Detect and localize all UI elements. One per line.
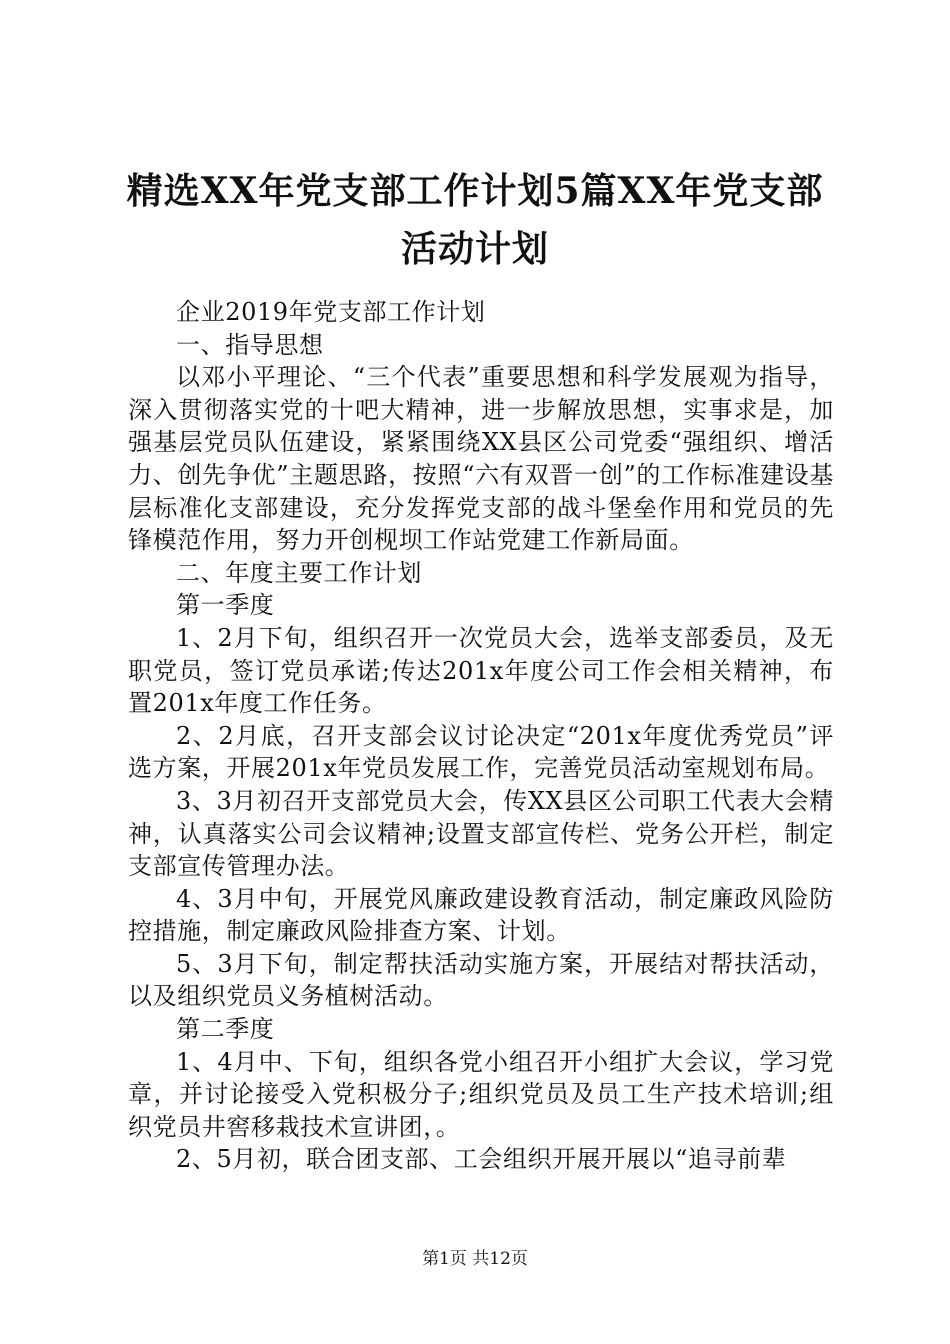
paragraph: 以邓小平理论、“三个代表”重要思想和科学发展观为指导，深入贯彻落实党的十吧大精神，进一步解放思想，实事求是，加强基层党员队伍建设，紧紧围绕XX县区公司党委“强组织、增活力、创先争优”主题思路，按照“六有双晋一创”的工作标准建设基层标准化支部建设，充分发挥党支部的战斗堡垒作用和党员的先锋模范作用，努力开创枧坝工作站党建工作新局面。	[128, 363, 834, 555]
document-body	[128, 296, 834, 1176]
paragraph: 4、3月中旬，开展党风廉政建设教育活动，制定廉政风险防控措施，制定廉政风险排查方案、计划。	[128, 884, 834, 946]
paragraph: 企业2019年党支部工作计划	[176, 298, 486, 326]
paragraph: 第一季度	[176, 591, 275, 620]
paragraph: 1、2月下旬，组织召开一次党员大会，选举支部委员，及无职党员，签订党员承诺;传达201x年度公司工作会相关精神，布置201x年度工作任务。	[128, 623, 834, 718]
paragraph: 二、年度主要工作计划	[176, 558, 422, 587]
paragraph: 第二季度	[176, 1015, 275, 1044]
paragraph: 2、2月底，召开支部会议讨论决定“201x年度优秀党员”评选方案，开展201x年党员发展工作，完善党员活动室规划布局。	[128, 721, 834, 783]
page-number-footer: 第1页 共12页	[422, 1249, 528, 1269]
paragraph: 一、指导思想	[176, 330, 324, 359]
paragraph: 5、3月下旬，制定帮扶活动实施方案，开展结对帮扶活动，以及组织党员义务植树活动。	[128, 949, 834, 1011]
paragraph: 2、5月初，联合团支部、工会组织开展开展以“追寻前辈	[176, 1145, 787, 1174]
paragraph: 3、3月初召开支部党员大会，传XX县区公司职工代表大会精神，认真落实公司会议精神;设置支部宣传栏、党务公开栏，制定支部宣传管理办法。	[128, 786, 834, 881]
document-title: 精选XX年党支部工作计划5篇XX年党支部活动计划	[126, 170, 824, 270]
paragraph: 1、4月中、下旬，组织各党小组召开小组扩大会议，学习党章，并讨论接受入党积极分子;组织党员及员工生产技术培训;组织党员井窖移栽技术宣讲团，。	[128, 1047, 834, 1141]
